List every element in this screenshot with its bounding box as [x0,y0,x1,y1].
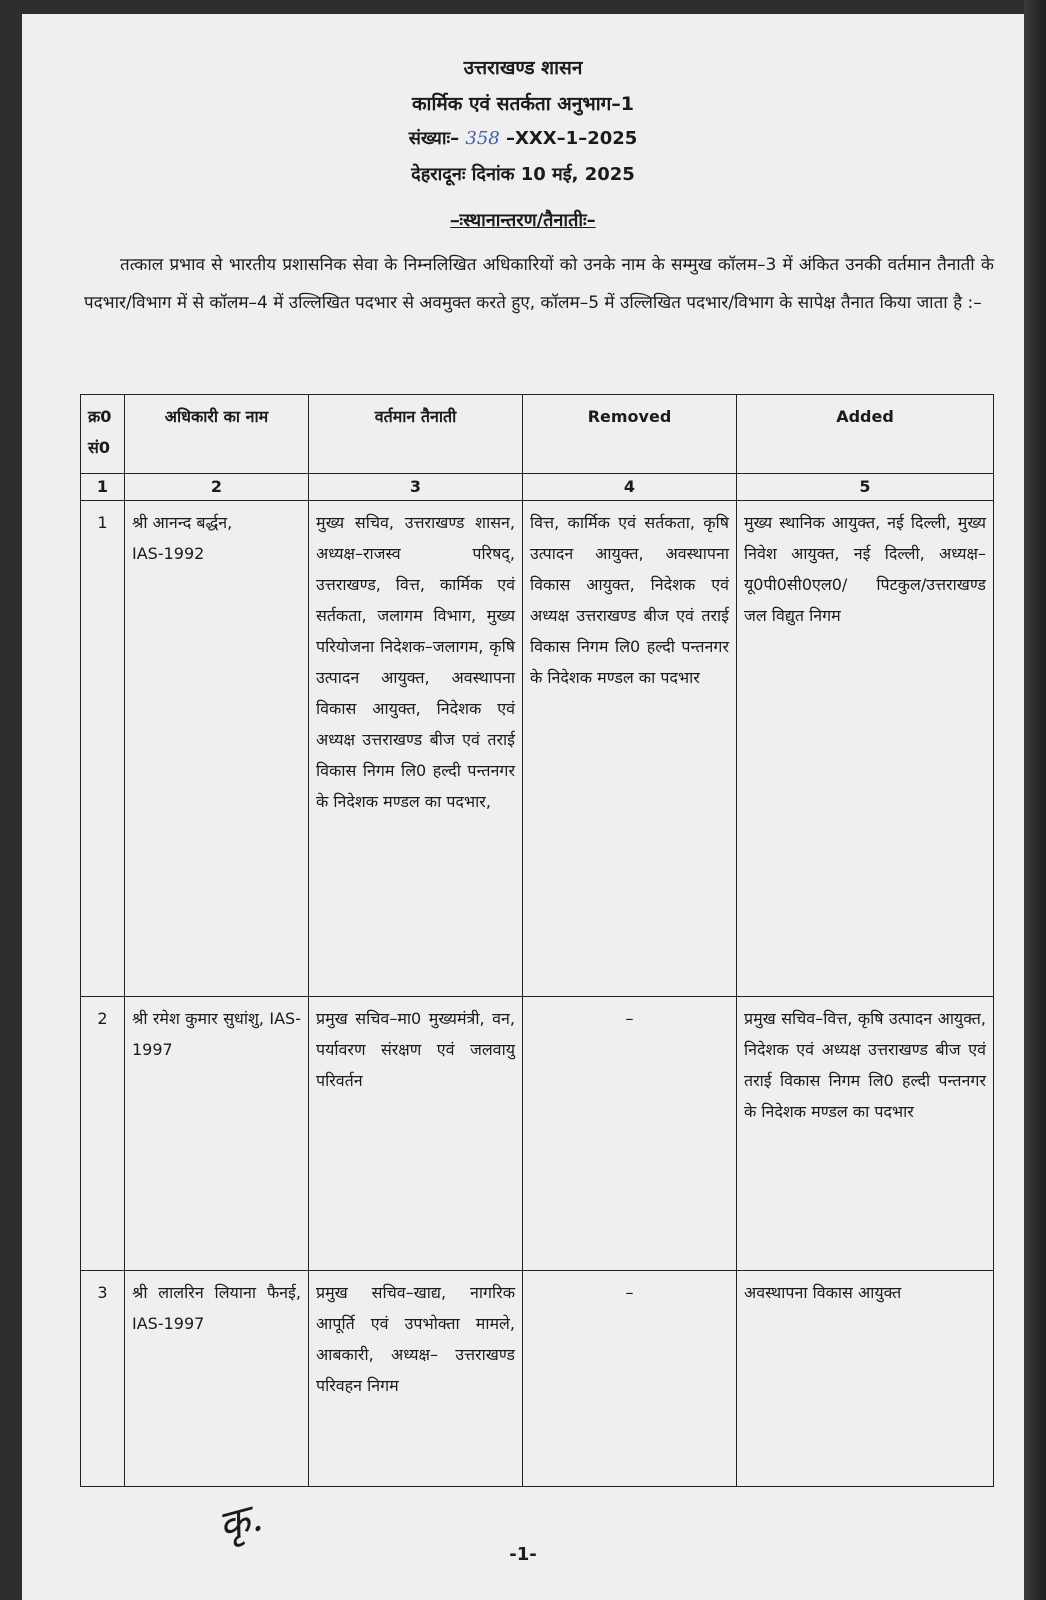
serial-number: 3 [81,1271,125,1487]
removed-charges: – [523,1271,737,1487]
order-number-prefix: संख्याः– [408,128,460,149]
column-number: 5 [737,474,994,501]
header-officer-name: अधिकारी का नाम [125,395,309,474]
page-number: -1- [509,1544,537,1565]
serial-number: 2 [81,997,125,1271]
officer-name: श्री रमेश कुमार सुधांशु, [132,1009,264,1028]
removed-charges: वित्त, कार्मिक एवं सर्तकता, कृषि उत्पादन आयुक्त, अवस्थापना विकास आयुक्त, निदेशक एवं अध्यक्ष उत्तराखण्ड बीज एवं तराई विकास निगम लि0 हल्दी पन्तनगर के निदेशक मण्डल का पदभार [523,501,737,997]
removed-charges: – [523,997,737,1271]
background-edge [1024,0,1046,1600]
header-removed: Removed [523,395,737,474]
order-number [22,126,1024,150]
department-section: कार्मिक एवं सतर्कता अनुभाग–1 [411,93,635,115]
order-number-suffix: –XXX–1–2025 [506,128,638,149]
header-current-posting: वर्तमान तैनाती [309,395,523,474]
table-row [81,997,994,1271]
column-number: 3 [309,474,523,501]
government-name: उत्तराखण्ड शासन [463,57,583,79]
officer-batch: IAS-1997 [132,1009,301,1059]
officer-batch: IAS-1997 [132,1314,205,1333]
current-posting: प्रमुख सचिव–मा0 मुख्यमंत्री, वन, पर्यावरण संरक्षण एवं जलवायु परिवर्तन [309,997,523,1271]
order-date: देहरादूनः दिनांक 10 मई, 2025 [411,164,635,185]
current-posting: मुख्य सचिव, उत्तराखण्ड शासन, अध्यक्ष–राजस्व परिषद्, उत्तराखण्ड, वित्त, कार्मिक एवं सर्तकता, जलागम विभाग, मुख्य परियोजना निदेशक–जलागम, कृषि उत्पादन आयुक्त, अवस्थापना विकास आयुक्त, निदेशक एवं अध्यक्ष उत्तराखण्ड बीज एवं तराई विकास निगम लि0 हल्दी पन्तनगर के निदेशक मण्डल का पदभार, [309,501,523,997]
current-posting: प्रमुख सचिव–खाद्य, नागरिक आपूर्ति एवं उपभोक्ता मामले, आबकारी, अध्यक्ष– उत्तराखण्ड परिवहन निगम [309,1271,523,1487]
column-number: 2 [125,474,309,501]
table-row [81,1271,994,1487]
subject-heading: –ःस्थानान्तरण/तैनातीः– [450,210,596,231]
table-header-row [81,395,994,474]
header-serial: क्र0 सं0 [81,395,125,474]
intro-paragraph: तत्काल प्रभाव से भारतीय प्रशासनिक सेवा के निम्नलिखित अधिकारियों को उनके नाम के सम्मुख कॉलम–3 में अंकित उनकी वर्तमान तैनाती के पदभार/विभाग में से कॉलम–4 में उल्लिखित पदभार से अवमुक्त करते हुए, कॉलम–5 में उल्लिखित पदभार/विभाग के सापेक्ष तैनात किया जाता है :– [84,255,994,313]
header-added: Added [737,395,994,474]
added-charges: मुख्य स्थानिक आयुक्त, नई दिल्ली, मुख्य निवेश आयुक्त, नई दिल्ली, अध्यक्ष– यू0पी0सी0एल0/ पिटकुल/उत्तराखण्ड जल विद्युत निगम [737,501,994,997]
officer-name-cell [125,1271,309,1487]
officer-name-cell [125,997,309,1271]
column-number-row [81,474,994,501]
officer-batch: IAS-1992 [132,544,205,563]
added-charges: प्रमुख सचिव–वित्त, कृषि उत्पादन आयुक्त, निदेशक एवं अध्यक्ष उत्तराखण्ड बीज एवं तराई विकास निगम लि0 हल्दी पन्तनगर के निदेशक मण्डल का पदभार [737,997,994,1271]
serial-number: 1 [81,501,125,997]
document-page [22,14,1024,1600]
added-charges: अवस्थापना विकास आयुक्त [737,1271,994,1487]
column-number: 4 [523,474,737,501]
initials-signature: कृ. [213,1494,268,1550]
officer-name: श्री आनन्द बर्द्धन, [132,513,233,532]
table-row [81,501,994,997]
officer-name-cell [125,501,309,997]
officer-name: श्री लालरिन लियाना फैनई, [132,1283,301,1302]
column-number: 1 [81,474,125,501]
order-number-handwritten: 358 [465,128,500,149]
transfer-table [80,394,994,1487]
